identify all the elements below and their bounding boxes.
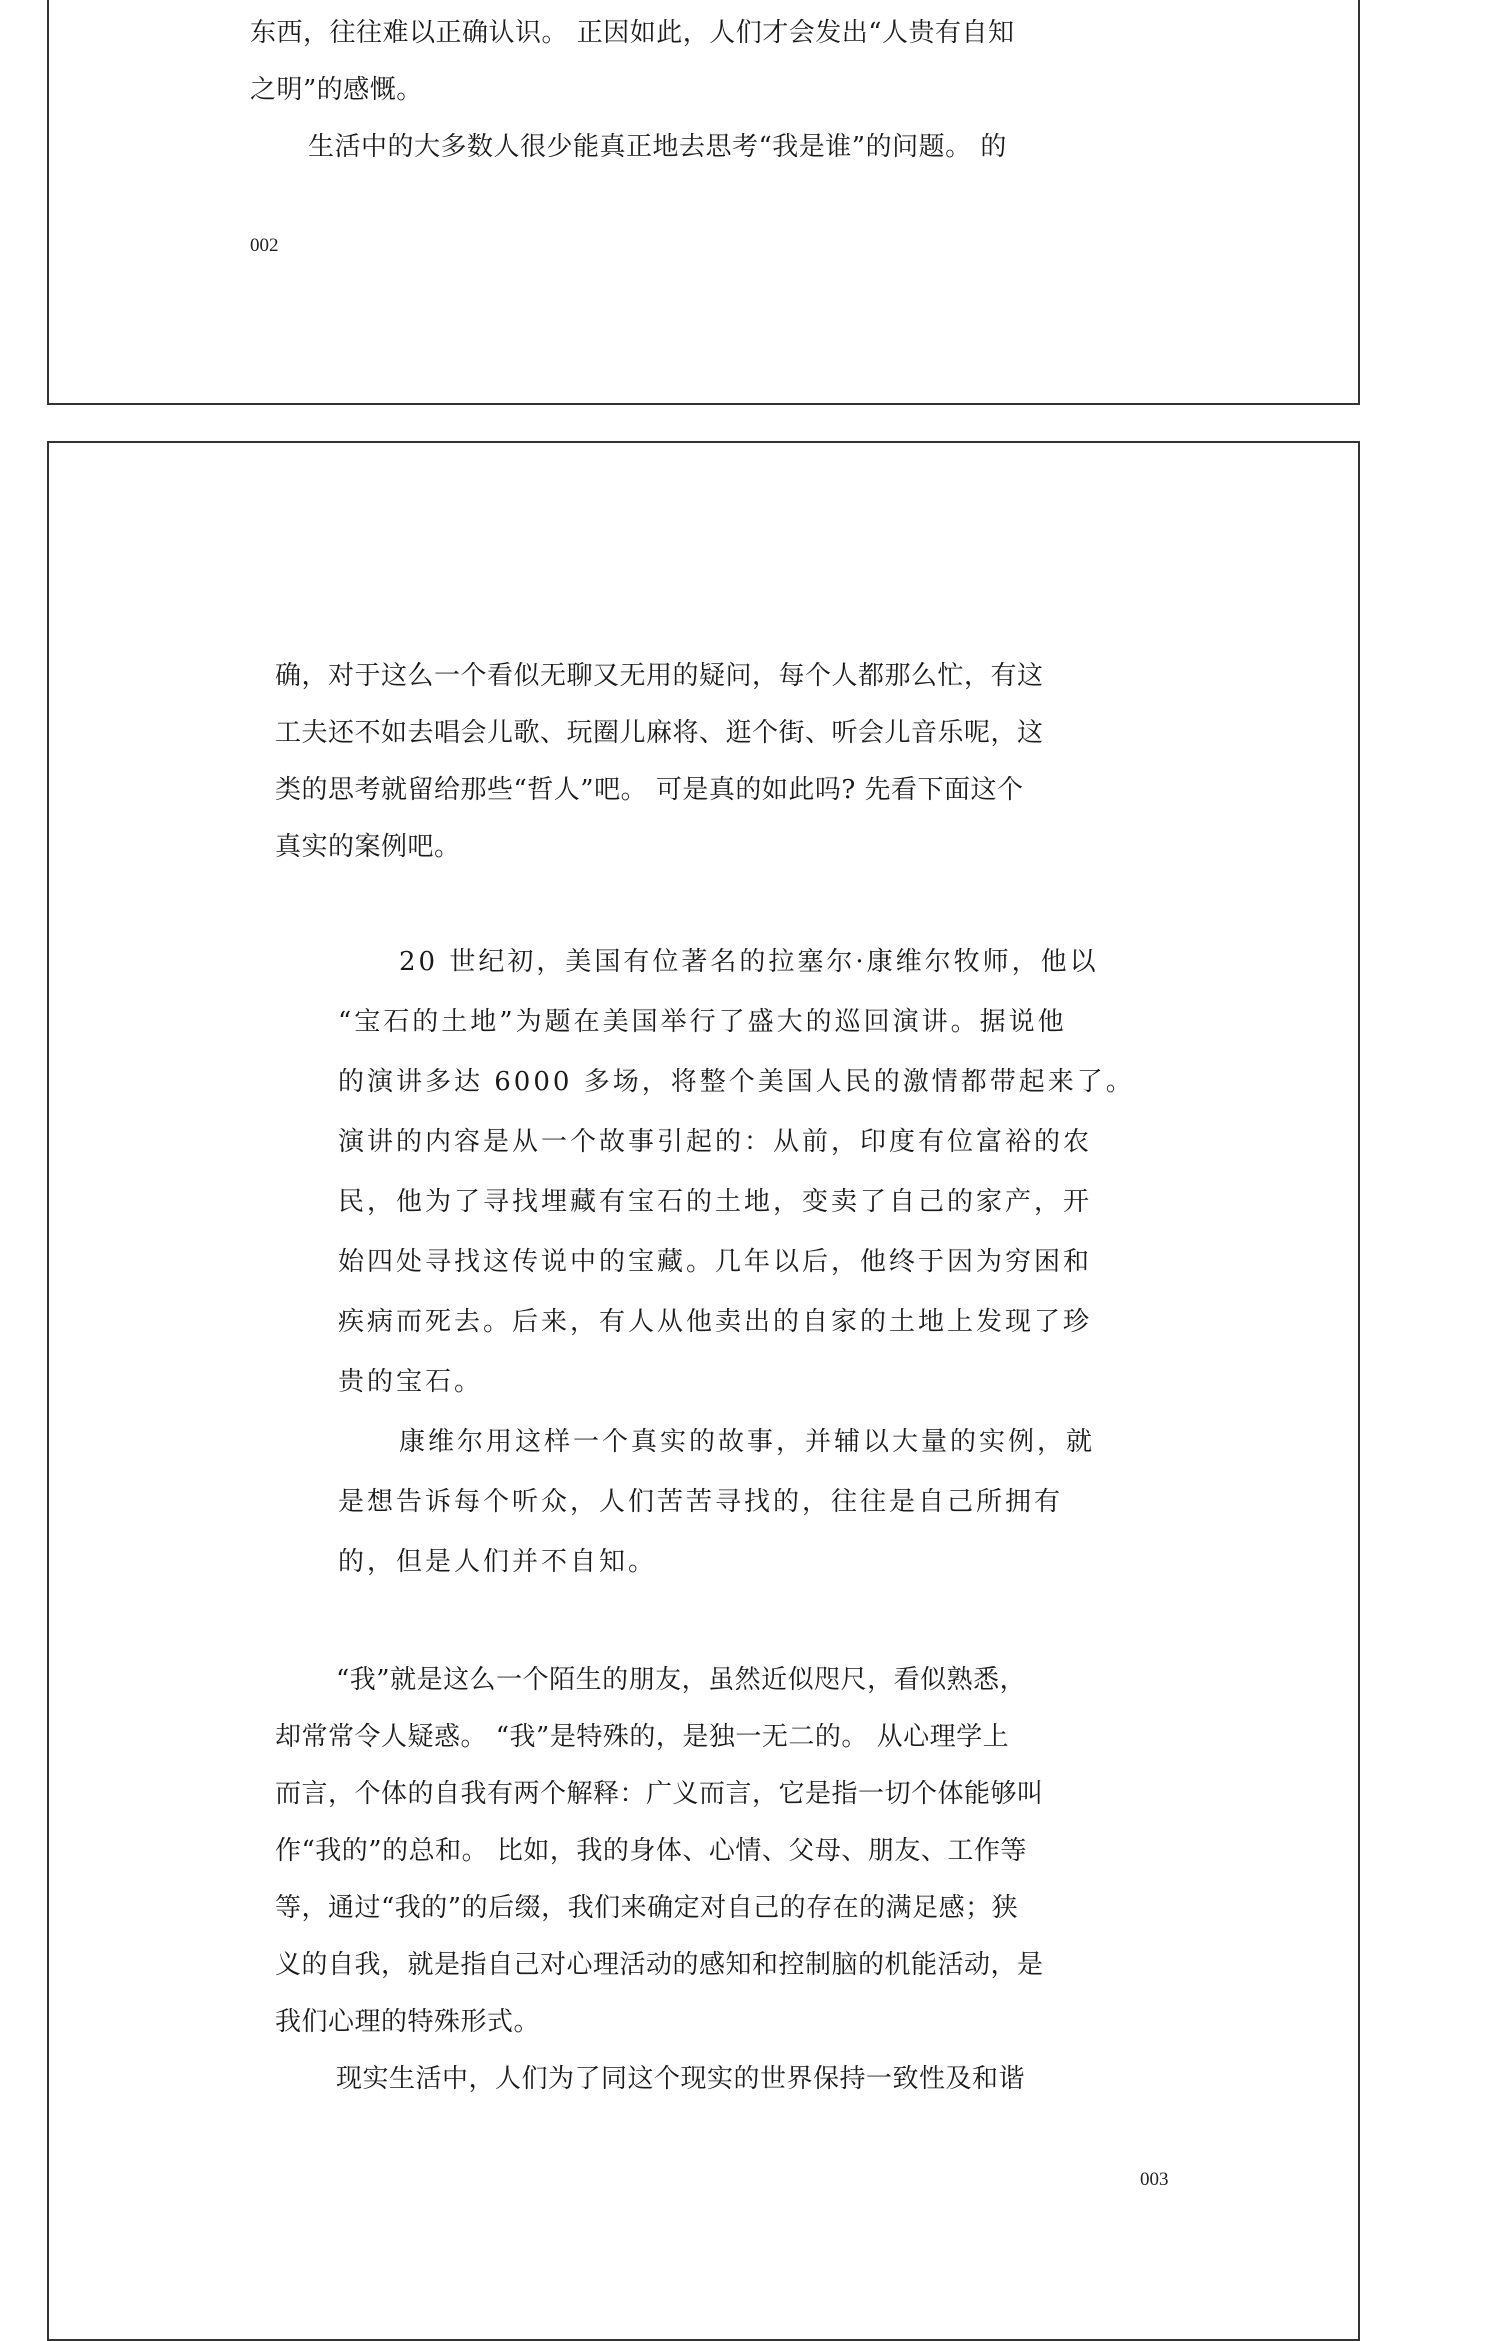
text-line: 的演讲多达 6000 多场，将整个美国人民的激情都带起来了。 (338, 1067, 1135, 1097)
text-line: 义的自我，就是指自己对心理活动的感知和控制脑的机能活动，是 (275, 1950, 1044, 1980)
page-number: 003 (1140, 2169, 1169, 2190)
page-number: 002 (250, 235, 279, 256)
book-page-003 (47, 441, 1360, 2341)
text-line: 确，对于这么一个看似无聊又无用的疑问，每个人都那么忙，有这 (275, 661, 1044, 691)
text-line: 始四处寻找这传说中的宝藏。几年以后，他终于因为穷困和 (338, 1247, 1093, 1277)
text-line: 却常常令人疑惑。 “我”是特殊的，是独一无二的。 从心理学上 (275, 1722, 1010, 1752)
text-line: 东西，往往难以正确认识。 正因如此，人们才会发出“人贵有自知 (250, 18, 1015, 48)
text-line: 我们心理的特殊形式。 (275, 2007, 541, 2037)
text-line: 作“我的”的总和。 比如，我的身体、心情、父母、朋友、工作等 (275, 1836, 1027, 1866)
text-line: 生活中的大多数人很少能真正地去思考“我是谁”的问题。 的 (308, 132, 1007, 162)
text-line: 之明”的感慨。 (250, 75, 423, 105)
text-line: 真实的案例吧。 (275, 832, 461, 862)
text-line: 20 世纪初，美国有位著名的拉塞尔·康维尔牧师，他以 (399, 947, 1099, 977)
text-line: 工夫还不如去唱会儿歌、玩圈儿麻将、逛个街、听会儿音乐呢，这 (275, 718, 1044, 748)
text-line: 等，通过“我的”的后缀，我们来确定对自己的存在的满足感；狭 (275, 1893, 1019, 1923)
text-line: “宝石的土地”为题在美国举行了盛大的巡回演讲。据说他 (338, 1007, 1067, 1037)
text-line: 而言，个体的自我有两个解释：广义而言，它是指一切个体能够叫 (275, 1779, 1044, 1809)
text-line: 演讲的内容是从一个故事引起的：从前，印度有位富裕的农 (338, 1127, 1093, 1157)
text-line: 的，但是人们并不自知。 (338, 1547, 658, 1577)
text-line: 现实生活中，人们为了同这个现实的世界保持一致性及和谐 (336, 2064, 1026, 2094)
text-line: 康维尔用这样一个真实的故事，并辅以大量的实例，就 (399, 1427, 1096, 1457)
text-line: 民，他为了寻找埋藏有宝石的土地，变卖了自己的家产，开 (338, 1187, 1093, 1217)
text-line: 是想告诉每个听众，人们苦苦寻找的，往往是自己所拥有 (338, 1487, 1064, 1517)
text-line: 类的思考就留给那些“哲人”吧。 可是真的如此吗? 先看下面这个 (275, 775, 1024, 805)
book-page-002 (47, 0, 1360, 405)
text-line: 贵的宝石。 (338, 1367, 484, 1397)
text-line: “我”就是这么一个陌生的朋友，虽然近似咫尺，看似熟悉， (336, 1665, 1027, 1695)
text-line: 疾病而死去。后来，有人从他卖出的自家的土地上发现了珍 (338, 1307, 1093, 1337)
